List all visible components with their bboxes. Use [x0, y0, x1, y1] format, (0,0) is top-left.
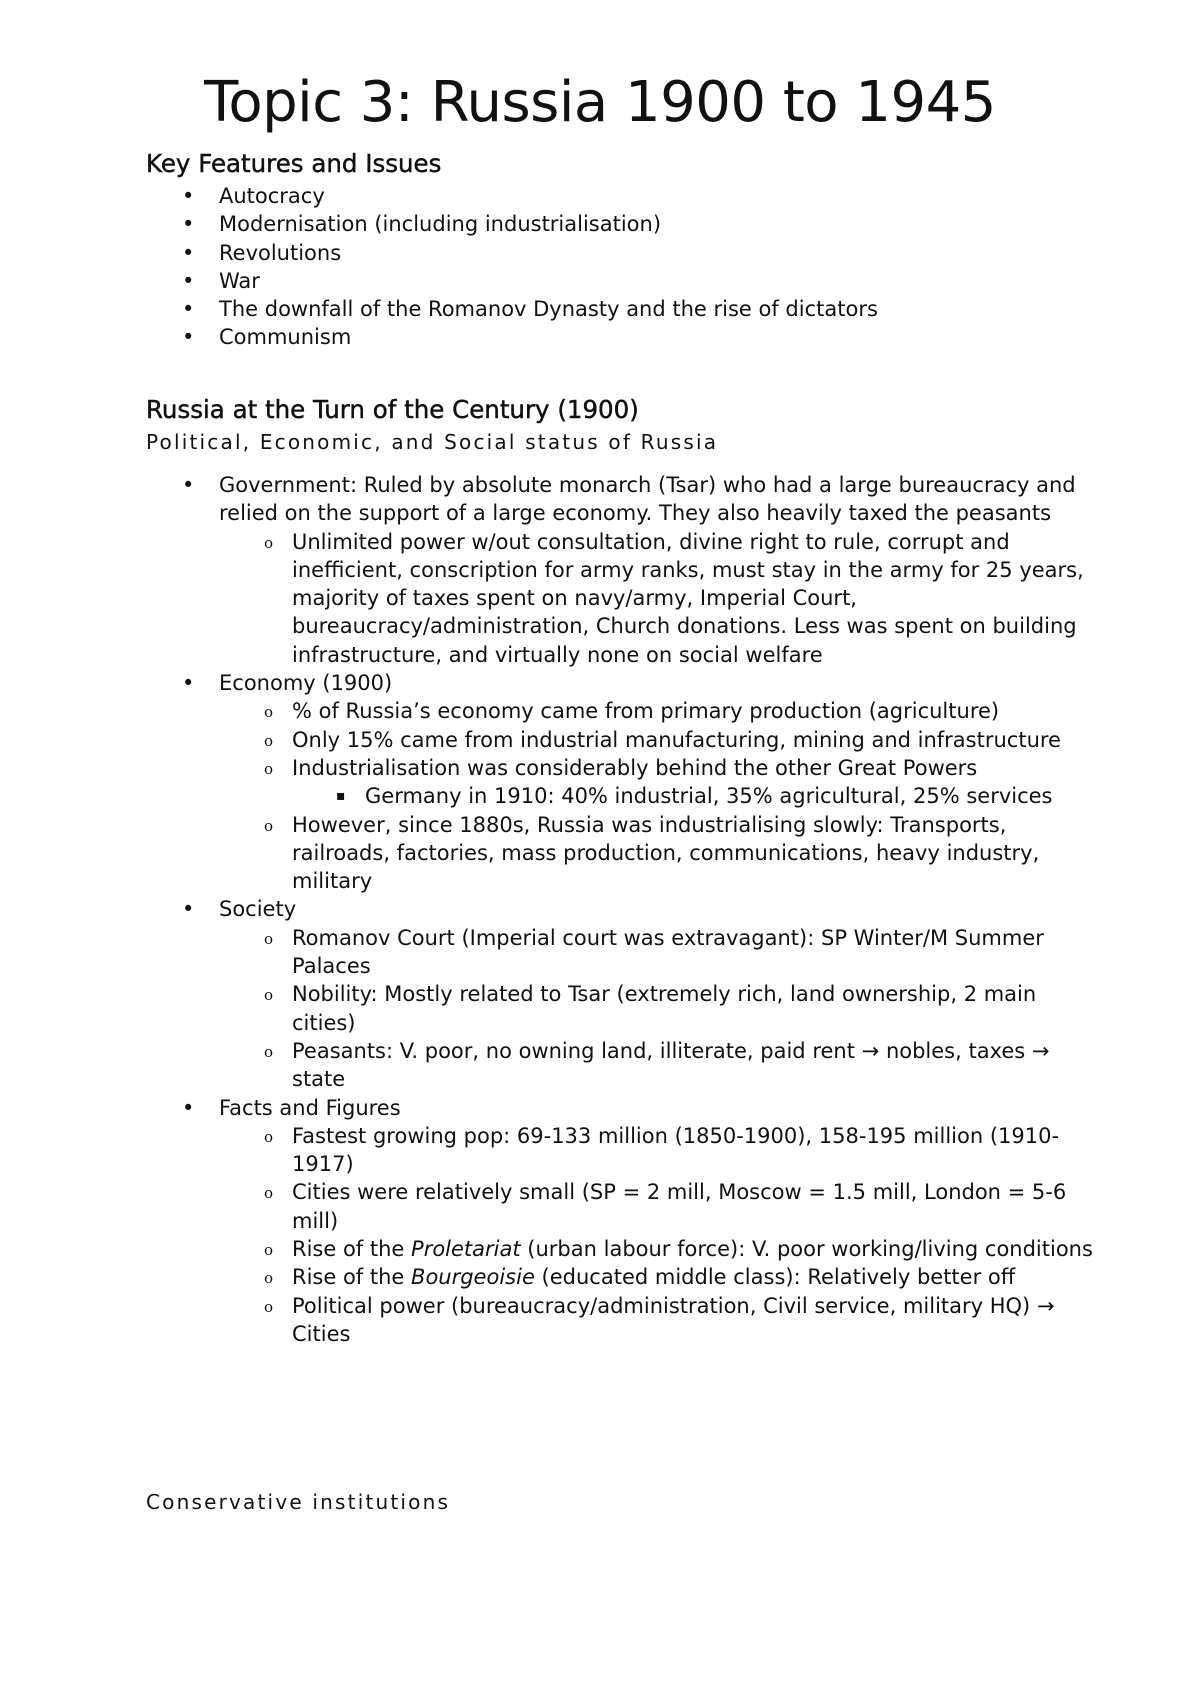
government-item: • Government: Ruled by absolute monarch (Tsar) who had a large bureaucracy and relied on the support of a large economy. They also heavily taxed the peasants o Unlimited power w/out consultation, divine right to rule, corrupt and inefficient, conscription for army ranks, must stay in the army for 25 years, majority of taxes spent on navy/army, Imperial Court, bureaucracy/administration, Church donations. Less was spent on building infrastructure, and virtually none on social welfare: [146, 471, 1106, 669]
list-item: • Revolutions: [146, 239, 1106, 267]
list-item: • Communism: [146, 323, 1106, 351]
arrow-right-icon: →: [861, 1038, 880, 1063]
bullet-icon: •: [182, 325, 195, 350]
russia-1900-list: [146, 471, 1106, 1348]
circle-bullet-icon: o: [264, 1297, 274, 1316]
list-item: o Romanov Court (Imperial court was extravagant): SP Winter/M Summer Palaces: [264, 925, 1044, 979]
list-item: o Industrialisation was considerably behind the other Great Powers ▪ Germany in 1910: 40% industrial, 35% agricultural, 25% services: [219, 754, 1106, 811]
list-item: o Rise of the Bourgeoisie (educated middle class): Relatively better off: [219, 1263, 1106, 1291]
circle-bullet-icon: o: [264, 816, 274, 835]
list-item: o Unlimited power w/out consultation, divine right to rule, corrupt and inefficient, conscription for army ranks, must stay in the army for 25 years, majority of taxes spent on navy/army, Imperial Court, bureaucracy/administration, Church donations. Less was spent on building infrastructure, and virtually none on social welfare: [264, 529, 1084, 667]
russia-1900-heading: Russia at the Turn of the Century (1900): [146, 395, 639, 424]
circle-bullet-icon: o: [264, 1042, 274, 1061]
circle-bullet-icon: o: [264, 1184, 274, 1203]
bullet-icon: •: [182, 473, 195, 497]
bullet-icon: •: [182, 671, 195, 696]
bullet-icon: •: [182, 897, 195, 922]
list-item: • Modernisation (including industrialisation): [146, 210, 1106, 238]
list-item: o Fastest growing pop: 69-133 million (1850-1900), 158-195 million (1910-1917): [264, 1123, 1060, 1177]
circle-bullet-icon: o: [264, 759, 274, 778]
bullet-icon: •: [182, 1095, 195, 1120]
square-bullet-icon: ▪: [336, 788, 346, 805]
list-item: • Autocracy: [146, 182, 1106, 210]
circle-bullet-icon: o: [264, 703, 274, 722]
list-item: o Peasants: V. poor, no owning land, illiterate, paid rent → nobles, taxes → state: [264, 1038, 1050, 1092]
bullet-icon: •: [182, 184, 195, 208]
circle-bullet-icon: o: [264, 533, 274, 552]
bullet-icon: •: [182, 240, 195, 265]
bullet-icon: •: [182, 212, 195, 237]
conservative-institutions-subheading: Conservative institutions: [146, 1490, 451, 1514]
economy-item: • Economy (1900) o % of Russia’s economy came from primary production (agriculture) o Only 15% came from industrial manufacturing, mining and infrastructure o Industrialisation was considerably behind the other Great Powers ▪ Germany in 1910: 40% industrial, 35% agricultural, 25% services o However, since 1880s, Russia was industrialising slowly: Transports, railroads, factories, mass production, communications, heavy industry, military: [146, 669, 1106, 895]
circle-bullet-icon: o: [264, 731, 274, 750]
russia-1900-subheading: Political, Economic, and Social status of Russia: [146, 430, 719, 454]
list-item: • War: [146, 267, 1106, 295]
key-features-heading: Key Features and Issues: [146, 149, 442, 178]
circle-bullet-icon: o: [264, 1127, 274, 1146]
bullet-icon: •: [182, 268, 195, 293]
circle-bullet-icon: o: [264, 986, 274, 1005]
arrow-right-icon: →: [1036, 1293, 1055, 1318]
list-item: o Only 15% came from industrial manufacturing, mining and infrastructure: [219, 726, 1106, 754]
circle-bullet-icon: o: [264, 1241, 274, 1260]
list-item: o % of Russia’s economy came from primary production (agriculture): [219, 697, 1106, 725]
list-item: o Rise of the Proletariat (urban labour force): V. poor working/living conditions: [219, 1235, 1106, 1263]
bullet-icon: •: [182, 297, 195, 322]
list-item: • The downfall of the Romanov Dynasty and the rise of dictators: [146, 295, 1106, 323]
arrow-right-icon: →: [1031, 1038, 1050, 1063]
society-item: • Society o Romanov Court (Imperial court was extravagant): SP Winter/M Summer Palaces o Nobility: Mostly related to Tsar (extremely rich, land ownership, 2 main cities) o Peasants: V. poor, no owning land, illiterate, paid rent → nobles, taxes → state: [146, 895, 1106, 1093]
key-features-list: [146, 182, 1106, 352]
circle-bullet-icon: o: [264, 1269, 274, 1288]
page-title: Topic 3: Russia 1900 to 1945: [204, 70, 996, 135]
list-item: o Nobility: Mostly related to Tsar (extremely rich, land ownership, 2 main cities): [264, 982, 1037, 1035]
list-item: ▪ Germany in 1910: 40% industrial, 35% agricultural, 25% services: [292, 782, 1106, 810]
list-item: o However, since 1880s, Russia was industrialising slowly: Transports, railroads, factories, mass production, communications, heavy industry, military: [264, 812, 1040, 894]
circle-bullet-icon: o: [264, 929, 274, 948]
facts-item: • Facts and Figures o Fastest growing pop: 69-133 million (1850-1900), 158-195 million (1910-1917) o Cities were relatively small (SP = 2 mill, Moscow = 1.5 mill, London = 5-6 mill) o Rise of the Proletariat (urban labour force): V. poor working/living conditions o Rise of the Bourgeoisie (educated middle class): Relatively better off o Political power (bureaucracy/administration, Civil service, military HQ) → Cities: [146, 1094, 1106, 1349]
list-item: o Cities were relatively small (SP = 2 mill, Moscow = 1.5 mill, London = 5-6 mill): [264, 1180, 1067, 1233]
list-item: o Political power (bureaucracy/administration, Civil service, military HQ) → Cities: [264, 1293, 1055, 1346]
